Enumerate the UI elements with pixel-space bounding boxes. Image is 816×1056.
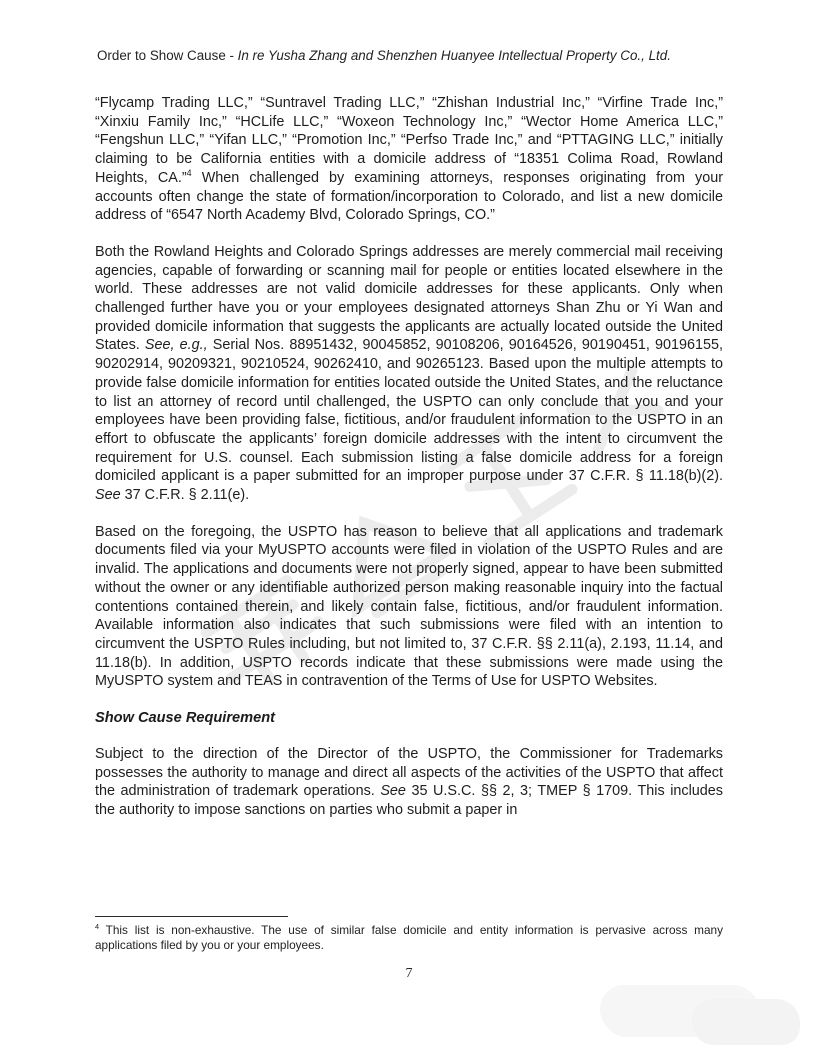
footnote-marker: 4 [95, 922, 100, 932]
paragraph-1-text-cont: When challenged by examining attorneys, responses originating from your accounts often change the state of formation/incorporation to Colorado, and list a new domicile address of “6547 North Academy Blvd, Colorado Springs, CO.” [95, 169, 724, 224]
header-case-title: In re Yusha Zhang and Shenzhen Huanyee Intellectual Property Co., Ltd. [237, 48, 671, 63]
citation-see-2: See [380, 783, 406, 800]
paragraph-1-text: “Flycamp Trading LLC,” “Suntravel Trading LLC,” “Zhishan Industrial Inc,” “Virfine Trade Inc,” “Xinxiu Family Inc,” “HCLife LLC,” “Woxeon Technology Inc,” “Wector Home America LLC,” “Fengshun LLC,” “Yifan LLC,” “Promotion Inc,” “Perfso Trade Inc,” and “PTTAGING LLC,” initially claiming to be California entities with a domicile address of “18351 Colima Road, Rowland Heights, CA.” [95, 95, 723, 186]
corner-stamp-blob-2 [692, 999, 800, 1045]
footnote-reference-4: 4 [186, 168, 192, 179]
running-header [97, 48, 671, 63]
paragraph-entity-list [95, 94, 723, 225]
corner-stamp-watermark [600, 985, 810, 1051]
paragraph-2-text-end: 37 C.F.R. § 2.11(e). [120, 487, 250, 504]
footnote-text [95, 923, 723, 954]
header-prefix: Order to Show Cause - [97, 48, 238, 63]
paragraph-2-text-cont: Serial Nos. 88951432, 90045852, 90108206, 90164526, 90190451, 90196155, 90202914, 90209321, 90210524, 90262410, and 90265123. Based upon the multiple attempts to provide false domicile information for entities located outside the United States, and the reluctance to list an attorney of record until challenged, the USPTO can only conclude that you and your employees have been providing false, fictitious, and/or fraudulent information to the USPTO in an effort to obfuscate the applicants’ foreign domicile addresses with the intent to circumvent the requirement for U.S. counsel. Each submission listing a false domicile address for a foreign domiciled applicant is a paper submitted for an improper purpose under 37 C.F.R. § 11.18(b)(2). [95, 337, 723, 485]
footnote-area [95, 916, 723, 954]
paragraph-4-text: Subject to the direction of the Director of the USPTO, the Commissioner for Trademarks possesses the authority to manage and direct all aspects of the activities of the USPTO that affect the administration of trademark operations. [95, 745, 723, 800]
paragraph-2-text: Both the Rowland Heights and Colorado Springs addresses are merely commercial mail receiving agencies, capable of forwarding or scanning mail for people or entities located elsewhere in the world. These addresses are not valid domicile addresses for these applicants. Only when challenged further have you or your employees designated attorneys Shan Zhu or Yi Wan and provided domicile information that suggests the applicants are actually located outside the United States. [95, 243, 723, 354]
section-heading-show-cause: Show Cause Requirement [95, 710, 276, 727]
footnote-body: This list is non-exhaustive. The use of similar false domicile and entity information is pervasive across many applications filed by you or your employees. [95, 923, 723, 953]
citation-see: See [95, 487, 121, 504]
page-number: 7 [405, 966, 413, 981]
citation-see-eg: See, e.g., [144, 337, 208, 354]
paragraph-4-text-cont: 35 U.S.C. §§ 2, 3; TMEP § 1709. This includes the authority to impose sanctions on parties who submit a paper in [95, 783, 723, 818]
footnote-separator [95, 916, 288, 917]
document-body [95, 94, 723, 838]
paragraph-violations: Based on the foregoing, the USPTO has reason to believe that all applications and trademark documents filed via your MyUSPTO accounts were filed in violation of the USPTO Rules and are invalid. The applications and documents were not properly signed, appear to have been submitted without the owner or any identifiable authorized person making reasonable inquiry into the factual contentions contained therein, and likely contain false, fictitious, and/or fraudulent information. Available information also indicates that such submissions were filed with an intention to circumvent the USPTO Rules including, but not limited to, 37 C.F.R. §§ 2.11(a), 2.193, 11.14, and 11.18(b). In addition, USPTO records indicate that these submissions were made using the MyUSPTO system and TEAS in contravention of the Terms of Use for USPTO Websites. [95, 523, 723, 690]
paragraph-addresses [95, 243, 723, 505]
corner-stamp-blob [600, 985, 760, 1037]
paragraph-authority [95, 745, 723, 820]
